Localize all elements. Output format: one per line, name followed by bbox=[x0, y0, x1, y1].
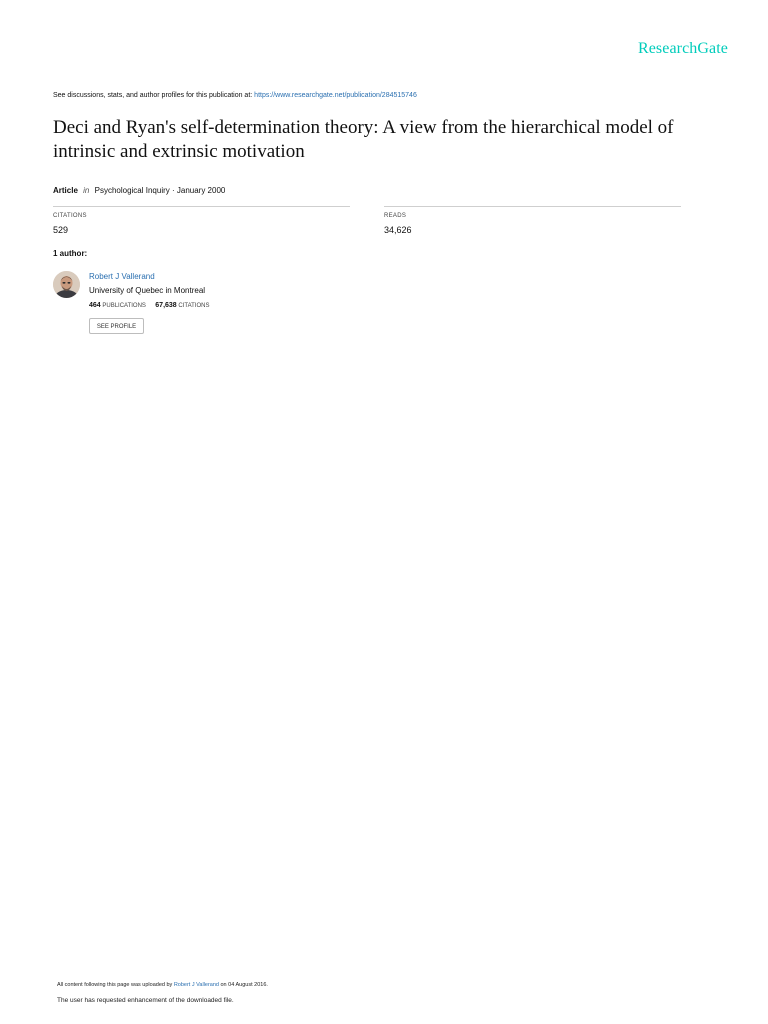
reads-value: 34,626 bbox=[384, 225, 412, 235]
upload-prefix: All content following this page was uploaded by bbox=[57, 982, 174, 988]
author-publications-count: 464 bbox=[89, 302, 101, 309]
upload-suffix: on 04 August 2016. bbox=[218, 982, 268, 988]
divider-right bbox=[384, 206, 681, 207]
publication-journal-date: Psychological Inquiry · January 2000 bbox=[94, 186, 226, 195]
authors-heading: 1 author: bbox=[53, 249, 88, 258]
publication-link[interactable]: https://www.researchgate.net/publication/284515746 bbox=[254, 92, 417, 99]
discussion-notice bbox=[53, 92, 417, 99]
researchgate-logo[interactable]: ResearchGate bbox=[637, 40, 728, 57]
author-photo-icon bbox=[53, 271, 80, 298]
uploader-link[interactable]: Robert J Vallerand bbox=[173, 982, 219, 988]
publication-in-label: in bbox=[83, 186, 90, 195]
author-citations-label: CITATIONS bbox=[178, 303, 210, 309]
reads-label: READS bbox=[384, 213, 407, 219]
author-avatar[interactable] bbox=[53, 271, 80, 298]
publication-type: Article bbox=[53, 186, 78, 195]
citations-value: 529 bbox=[53, 225, 69, 235]
see-profile-button[interactable]: SEE PROFILE bbox=[89, 318, 144, 334]
upload-notice bbox=[57, 982, 268, 988]
author-stats bbox=[89, 302, 210, 309]
author-name-link[interactable]: Robert J Vallerand bbox=[89, 272, 155, 281]
publication-meta bbox=[53, 186, 225, 195]
divider-left bbox=[53, 206, 350, 207]
enhancement-note: The user has requested enhancement of the downloaded file. bbox=[57, 997, 234, 1004]
discussion-text: See discussions, stats, and author profiles for this publication at: bbox=[53, 92, 255, 99]
author-citations-count: 67,638 bbox=[155, 302, 177, 309]
author-institution: University of Quebec in Montreal bbox=[89, 286, 206, 295]
citations-label: CITATIONS bbox=[53, 213, 87, 219]
publication-title: Deci and Ryan's self-determination theory: A view from the hierarchical model of intrinsic and extrinsic motivation bbox=[53, 117, 674, 162]
author-publications-label: PUBLICATIONS bbox=[102, 303, 146, 309]
